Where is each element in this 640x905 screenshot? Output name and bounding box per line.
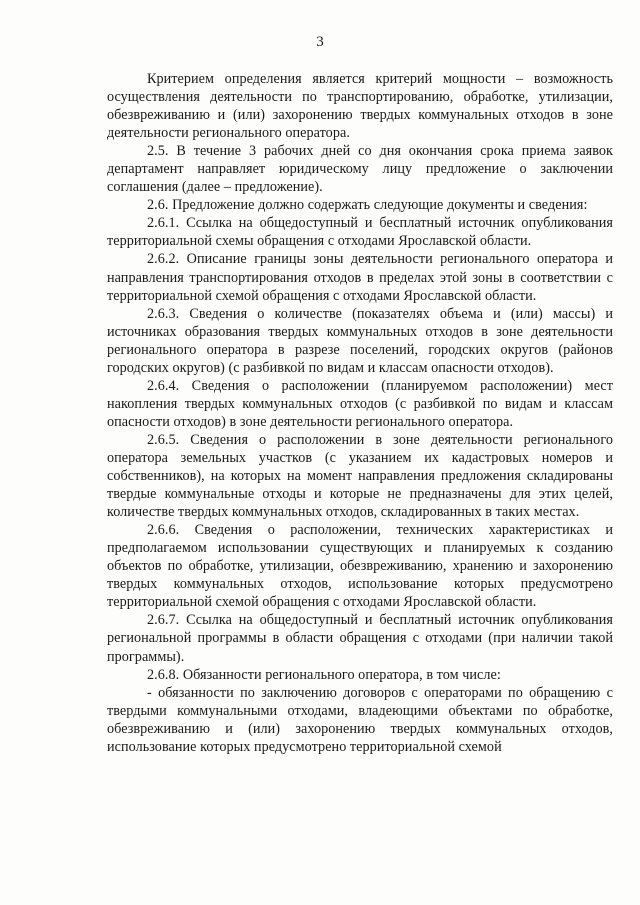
paragraph-2-6-2: 2.6.2. Описание границы зоны деятельности регионального оператора и направления транспортирования отходов в пределах этой зоны в соответствии с территориальной схемой обращения с отходами Ярославской области. [107,251,613,304]
paragraph-2-6-4: 2.6.4. Сведения о расположении (планируемом расположении) мест накопления твердых коммунальных отходов (с разбивкой по видам и классам опасности отходов) в зоне деятельности регионального оператора. [107,377,613,430]
document-body [107,70,613,756]
paragraph-2-6-5: 2.6.5. Сведения о расположении в зоне деятельности регионального оператора земельных участков (с указанием их кадастровых номеров и собственников), на которых на момент направления предложения складированы твердые коммунальные отходы и которые не предназначены для этих целей, количестве твердых коммунальных отходов, складированных в таких местах. [107,431,613,521]
paragraph-2-6: 2.6. Предложение должно содержать следующие документы и сведения: [147,197,588,214]
paragraph-2-6-3: 2.6.3. Сведения о количестве (показателях объема и (или) массы) и источниках образования твердых коммунальных отходов в зоне деятельности регионального оператора в разрезе поселений, городских округов (районов городских округов) (с разбивкой по видам и классам опасности отходов). [107,305,613,376]
paragraph-2-6-7: 2.6.7. Ссылка на общедоступный и бесплатный источник опубликования региональной программы в области обращения с отходами (при наличии такой программы). [107,612,613,665]
paragraph-2-6-6: 2.6.6. Сведения о расположении, технических характеристиках и предполагаемом использовании существующих и планируемых к созданию объектов по обработке, утилизации, обезвреживанию, хранению и захоронению твердых коммунальных отходов, использование которых предусмотрено территориальной схемой обращения с отходами Ярославской области. [107,522,613,611]
paragraph-2-5: 2.5. В течение 3 рабочих дней со дня окончания срока приема заявок департамент направляет юридическому лицу предложение о заключении соглашения (далее – предложение). [107,143,613,196]
page-number: 3 [316,34,324,50]
paragraph-obligations: - обязанности по заключению договоров с операторами по обращению с твердыми коммунальными отходами, владеющими объектами по обработке, обезвреживанию и (или) захоронению твердых коммунальных отходов, использование которых предусмотрено территориальной схемой [107,684,613,755]
paragraph-2-6-8: 2.6.8. Обязанности регионального оператора, в том числе: [147,666,501,683]
paragraph-2-6-1: 2.6.1. Ссылка на общедоступный и бесплатный источник опубликования территориальной схемы обращения с отходами Ярославской области. [107,215,613,250]
paragraph-criterion: Критерием определения является критерий мощности – возможность осуществления деятельности по транспортированию, обработке, утилизации, обезвреживанию и (или) захоронению твердых коммунальных отходов в зоне деятельности регионального оператора. [107,71,613,142]
